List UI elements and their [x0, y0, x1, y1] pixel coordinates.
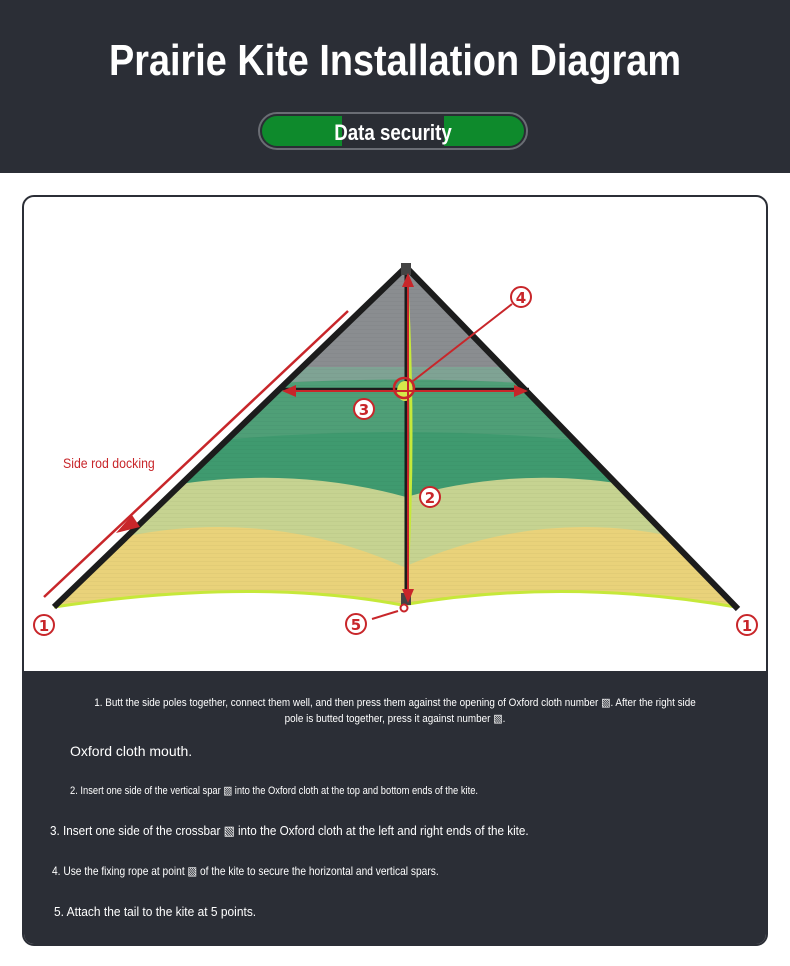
- callout-5: [346, 614, 366, 634]
- data-security-badge: [258, 112, 528, 150]
- callout-1-left: [34, 615, 54, 635]
- callout-4: [511, 287, 531, 307]
- instruction-step-5: 5. Attach the tail to the kite at 5 points.: [54, 904, 257, 919]
- instruction-step-1-continued: Oxford cloth mouth.: [70, 743, 193, 759]
- callout-5-leader: [372, 611, 398, 619]
- kite-diagram: [24, 197, 766, 671]
- badge-label: Data security: [334, 120, 452, 145]
- callout-2: [420, 487, 440, 507]
- svg-text:4: 4: [515, 289, 527, 307]
- callout-3: [354, 399, 374, 419]
- side-rod-docking-label: Side rod docking: [63, 455, 155, 471]
- svg-text:5: 5: [350, 616, 362, 634]
- diagram-card: [22, 195, 768, 946]
- instruction-step-4: 4. Use the fixing rope at point ▧ of the kite to secure the horizontal and vertical spars.: [52, 864, 439, 878]
- kite-illustration: [24, 197, 766, 671]
- page-title: Prairie Kite Installation Diagram: [109, 36, 681, 85]
- kite-sail: [24, 197, 766, 671]
- instruction-step-2: 2. Insert one side of the vertical spar ▧ into the Oxford cloth at the top and bottom ends of the kite.: [70, 785, 478, 797]
- header-banner: [0, 0, 790, 173]
- callout-1-right: [737, 615, 757, 635]
- nose-cap: [401, 263, 411, 275]
- svg-text:1: 1: [38, 617, 50, 635]
- instruction-step-1: 1. Butt the side poles together, connect them well, and then press them against the opening of Oxford cloth number ▧. After the right side pole is butted together, press it against number ▧.: [94, 697, 696, 725]
- svg-text:1: 1: [741, 617, 753, 635]
- svg-text:2: 2: [424, 489, 436, 507]
- callout-5-target: [401, 605, 408, 612]
- svg-text:3: 3: [358, 401, 370, 419]
- instructions-panel: [24, 671, 766, 946]
- instruction-step-3: 3. Insert one side of the crossbar ▧ into the Oxford cloth at the left and right ends of the kite.: [50, 823, 529, 838]
